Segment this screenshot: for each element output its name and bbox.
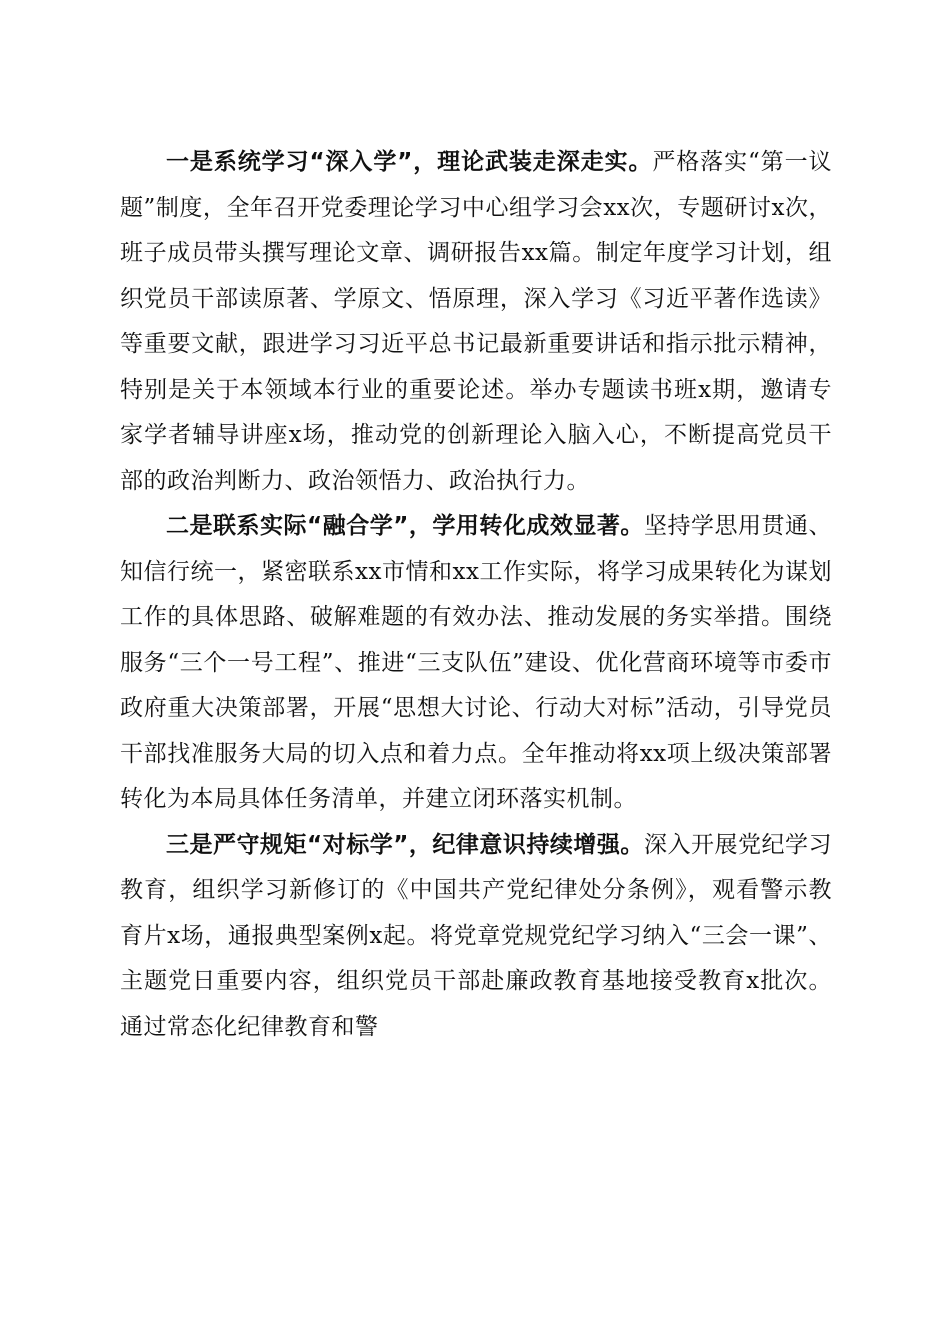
paragraph-3-heading: 三是严守规矩“对标学”，纪律意识持续增强。 xyxy=(166,831,644,858)
paragraph-1-body: 严格落实“第一议题”制度，全年召开党委理论学习中心组学习会xx次，专题研讨x次，班子成员带头撰写理论文章、调研报告xx篇。制定年度学习计划，组织党员干部读原著、学原文、悟原理，深入学习《习近平著作选读》等重要文献，跟进学习习近平总书记最新重要讲话和指示批示精神，特别是关于本领域本行业的重要论述。举办专题读书班x期，邀请专家学者辅导讲座x场，推动党的创新理论入脑入心，不断提高党员干部的政治判断力、政治领悟力、政治执行力。 xyxy=(120,149,832,494)
paragraph-1 xyxy=(120,140,832,504)
paragraph-2-body: 坚持学思用贯通、知信行统一，紧密联系xx市情和xx工作实际，将学习成果转化为谋划工作的具体思路、破解难题的有效办法、推动发展的务实举措。围绕服务“三个一号工程”、推进“三支队伍”建设、优化营商环境等市委市政府重大决策部署，开展“思想大讨论、行动大对标”活动，引导党员干部找准服务大局的切入点和着力点。全年推动将xx项上级决策部署转化为本局具体任务清单，并建立闭环落实机制。 xyxy=(120,513,833,812)
paragraph-3-body: 深入开展党纪学习教育，组织学习新修订的《中国共产党纪律处分条例》，观看警示教育片x场，通报典型案例x起。将党章党规党纪学习纳入“三会一课”、主题党日重要内容，组织党员干部赴廉政教育基地接受教育x批次。通过常态化纪律教育和警 xyxy=(120,831,833,1040)
paragraph-2-heading: 二是联系实际“融合学”，学用转化成效显著。 xyxy=(166,513,644,539)
paragraph-3 xyxy=(120,823,832,1051)
document-body xyxy=(120,140,832,1050)
paragraph-1-heading: 一是系统学习“深入学”，理论武装走深走实。 xyxy=(166,149,653,175)
paragraph-2 xyxy=(120,504,832,823)
